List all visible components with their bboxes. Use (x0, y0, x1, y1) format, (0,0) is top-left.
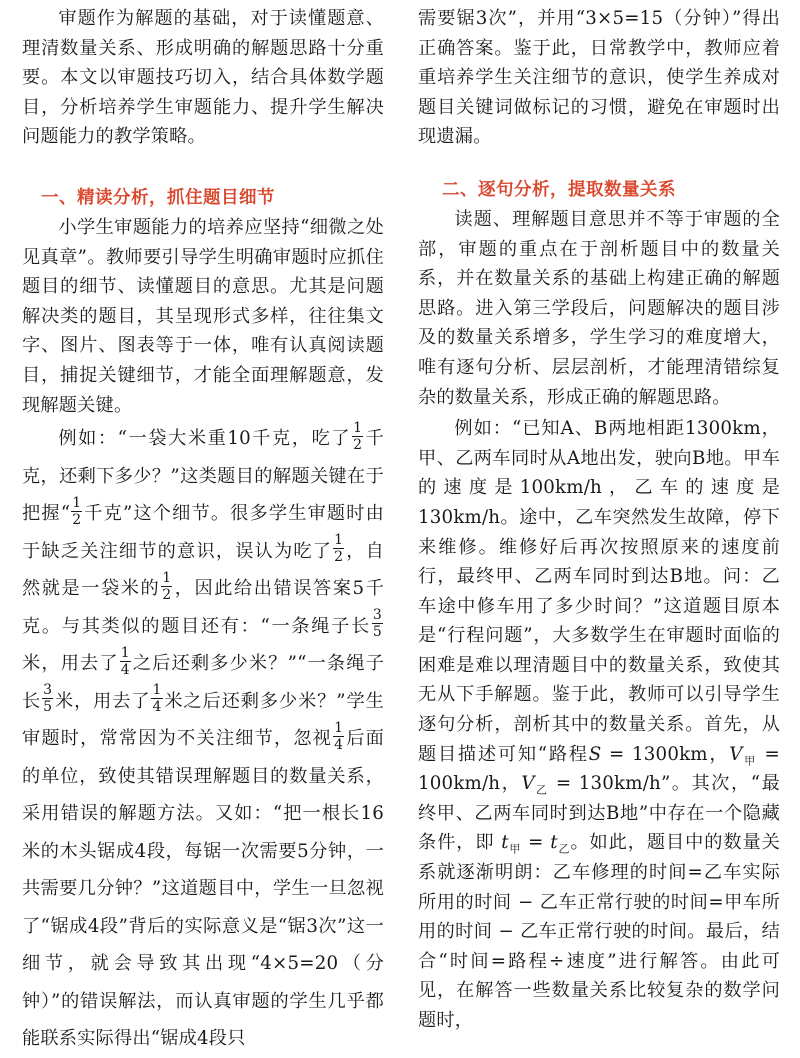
fraction-one-half (71, 496, 82, 527)
numerator: 1 (152, 682, 162, 699)
denominator: 2 (353, 436, 363, 453)
right-column (418, 4, 781, 1031)
intro-paragraph: 审题作为解题的基础，对于读懂题意、理清数量关系、形成明确的解题思路十分重要。本文以审题技巧切入，结合具体数学题目，分析培养学生审题能力、提升学生解决问题能力的教学策略。 (22, 8, 384, 148)
denominator: 5 (372, 624, 382, 641)
fraction-one-half (161, 571, 172, 602)
fraction-three-fifths (42, 683, 53, 714)
denominator: 4 (120, 661, 130, 678)
denominator: 2 (162, 586, 172, 603)
fraction-three-fifths (372, 608, 383, 639)
math-subscript: 乙 (557, 843, 571, 857)
math-variable: V (521, 773, 535, 795)
text-run: 例如：“已知A、B两地相距1300km，甲、乙两车同时从A地出发，驶向B地。甲车的速度是100km/h，乙车的速度是130km/h。途中，乙车突然发生故障，停下来维修。维修好后再次按照原来的速度前行，最终甲、乙两车同时到达B地。问：乙车途中修车用了多少时间？”这道题目原本是“行程问题”，大多数学生在审题时面临的困难是难以理清题目中的数量关系，致使其无从下手解题。鉴于此，教师可以引导学生逐句分析，剖析其中的数量关系。首先，从题目描述可知“路程 (418, 418, 780, 765)
math-variable: S (588, 743, 602, 765)
denominator: 2 (72, 511, 82, 528)
numerator: 1 (120, 644, 130, 661)
numerator: 3 (43, 682, 53, 699)
fraction-one-quarter (333, 721, 344, 752)
fraction-one-quarter (151, 683, 162, 714)
numerator: 1 (353, 419, 363, 436)
section-heading-1: 一、精读分析，抓住题目细节 (41, 187, 275, 208)
fraction-one-half (333, 533, 344, 564)
numerator: 1 (334, 719, 344, 736)
text-run: 后面的单位，致使其错误理解题目的数量关系，采用错误的解题方法。又如：“把一根长16米的木头锯成4段，每锯一次需要5分钟，一共需要几分钟？”这道题目中，学生一旦忽视了“锯成4段”背后的实际意义是“锯3次”这一细节，就会导致其出现“4×5=20（分钟）”的错误解法，而认真审题的学生几乎都能联系实际得出“锯成4段只 (22, 728, 384, 1050)
continued-paragraph: 需要锯3次”，并用“3×5=15（分钟）”得出正确答案。鉴于此，日常教学中，教师应着重培养学生关注细节的意识，使学生养成对题目关键词做标记的习惯，避免在审题时出现遗漏。 (418, 8, 780, 148)
numerator: 1 (162, 569, 172, 586)
numerator: 1 (72, 494, 82, 511)
math-text: = 1300km， (601, 743, 730, 765)
text-run: 。如此，题目中的数量关系就逐渐明朗：乙车修理的时间=乙车实际所用的时间 − 乙车正常行驶的时间=甲车所用的时间 − 乙车正常行驶的时间。最后，结合“时间=路程÷速度”进行解答。由此可见，在解答一些数量关系比较复杂的数学问题时， (418, 832, 781, 1031)
text-run: ”。其次，“最终甲、乙两车同时到达B地”中存在一个隐藏条件，即 (418, 773, 781, 854)
text-run: ，自然就是一袋米的 (22, 540, 384, 600)
text-run: 之后还剩多少米？”“一条绳子长 (22, 653, 384, 712)
fraction-one-half (352, 421, 363, 452)
text-run: 例如：“一袋大米重10千克，吃了 (58, 428, 352, 450)
text-run: 米，用去了 (22, 653, 119, 675)
section1-paragraph-2 (22, 420, 384, 1058)
denominator: 4 (152, 699, 162, 716)
math-subscript: 乙 (534, 783, 549, 797)
left-column (22, 4, 384, 1050)
numerator: 3 (372, 607, 382, 624)
math-subscript: 甲 (508, 843, 522, 857)
math-text: = 130km/h (548, 773, 661, 795)
math-subscript: 甲 (742, 754, 757, 768)
denominator: 2 (334, 549, 344, 566)
math-text: = (521, 832, 551, 854)
math-variable: V (729, 743, 743, 765)
section-heading-2: 二、逐句分析，提取数量关系 (442, 179, 676, 200)
denominator: 5 (43, 699, 53, 716)
text-run: 千克，还剩下多少？”这类题目的解题关键在于把握“ (22, 428, 384, 525)
fraction-one-quarter (120, 646, 131, 677)
text-run: 米，用去了 (54, 690, 151, 712)
text-run: 米之后还剩多少米？”学生审题时，常常因为不关注细节，忽视 (22, 690, 384, 750)
math-variable: t (501, 832, 509, 854)
denominator: 4 (334, 736, 344, 753)
section1-paragraph-1: 小学生审题能力的培养应坚持“细微之处见真章”。教师要引导学生明确审题时应抓住题目的细节、读懂题目的意思。尤其是问题解决类的题目，其呈现形式多样，往往集文字、图片、图表等于一体，唯有认真阅读题目，捕捉关键细节，才能全面理解题意，发现解题关键。 (22, 216, 384, 416)
math-variable: t (550, 832, 558, 854)
math-text: = 100km/h， (418, 743, 780, 795)
section2-paragraph-2 (418, 414, 780, 1035)
section2-paragraph-1: 读题、理解题目意思并不等于审题的全部，审题的重点在于剖析题目中的数量关系，并在数量关系的基础上构建正确的解题思路。进入第三学段后，问题解决的题目涉及的数量关系增多，学生学习的难度增大，唯有逐句分析、层层剖析，才能理清错综复杂的数量关系，形成正确的解题思路。 (418, 208, 780, 408)
numerator: 1 (334, 532, 344, 549)
text-run: 千克”这个细节。很多学生审题时由于缺乏关注细节的意识，误认为吃了 (22, 503, 384, 562)
text-run: ，因此给出错误答案5千克。与其类似的题目还有：“一条绳子长 (22, 578, 384, 637)
